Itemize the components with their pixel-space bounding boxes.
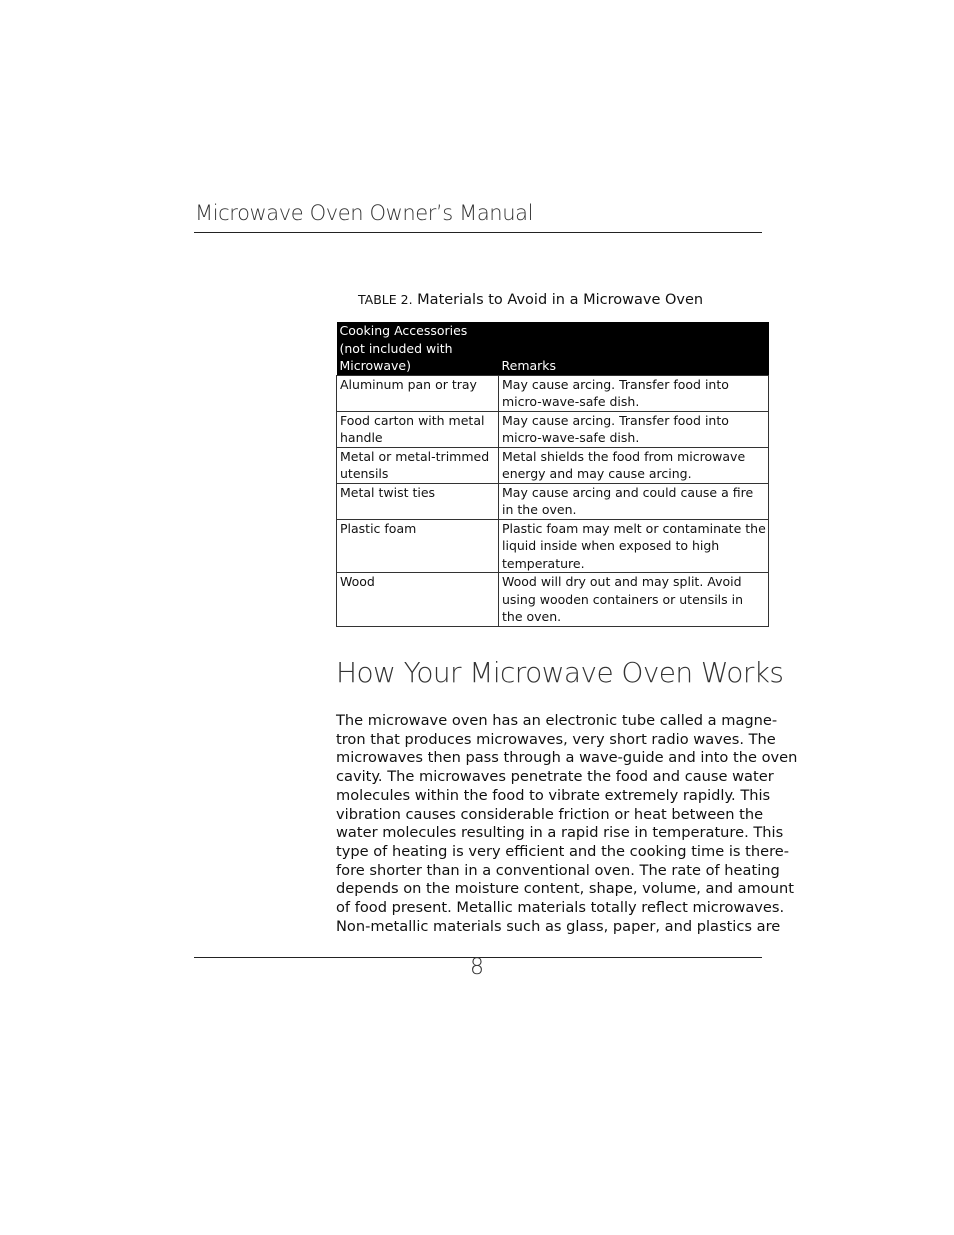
table-caption-title: Materials to Avoid in a Microwave Oven xyxy=(417,292,704,308)
table-row xyxy=(337,447,769,483)
header-cooking-accessories: Cooking Accessories (not included with Microwave) xyxy=(337,322,499,375)
materials-table xyxy=(336,322,769,627)
table-header-row xyxy=(337,322,769,375)
item-cell: Metal or metal-trimmed utensils xyxy=(337,447,499,483)
item-cell: Food carton with metal handle xyxy=(337,411,499,447)
remark-cell: Plastic foam may melt or contaminate the liquid inside when exposed to high temperature. xyxy=(499,519,769,573)
table-row xyxy=(337,573,769,627)
table-caption xyxy=(358,292,703,308)
body-line: tron that produces microwaves, very short radio waves. The xyxy=(336,730,776,748)
remark-cell: May cause arcing. Transfer food into micro-wave-safe dish. xyxy=(499,411,769,447)
manual-title: Microwave Oven Owner’s Manual xyxy=(195,201,534,225)
remark-cell: Metal shields the food from microwave energy and may cause arcing. xyxy=(499,447,769,483)
table-row xyxy=(337,519,769,573)
item-cell: Plastic foam xyxy=(337,519,499,573)
body-line: cavity. The microwaves penetrate the food and cause water xyxy=(336,768,774,786)
body-line: The microwave oven has an electronic tube called a magne- xyxy=(336,712,778,729)
table-row xyxy=(337,411,769,447)
item-cell: Wood xyxy=(337,573,499,627)
page-number: 8 xyxy=(470,955,484,980)
body-line: of food present. Metallic materials totally reflect microwaves. xyxy=(336,899,785,917)
item-cell: Aluminum pan or tray xyxy=(337,375,499,411)
remark-cell: May cause arcing. Transfer food into micro-wave-safe dish. xyxy=(499,375,769,411)
table-caption-tag: TABLE 2. xyxy=(358,292,413,307)
section-heading: How Your Microwave Oven Works xyxy=(336,656,784,689)
body-line: Non-metallic materials such as glass, paper, and plastics are xyxy=(336,917,781,935)
item-cell: Metal twist ties xyxy=(337,483,499,519)
body-line: water molecules resulting in a rapid rise in temperature. This xyxy=(336,824,784,842)
table-row xyxy=(337,483,769,519)
body-line: vibration causes considerable friction or heat between the xyxy=(336,805,764,823)
running-header xyxy=(194,200,762,233)
body-line: molecules within the food to vibrate extremely rapidly. This xyxy=(336,786,771,804)
section-body xyxy=(336,712,798,936)
header-remarks: Remarks xyxy=(499,322,769,375)
remark-cell: May cause arcing and could cause a fire in the oven. xyxy=(499,483,769,519)
body-line: fore shorter than in a conventional oven. The rate of heating xyxy=(336,861,780,879)
body-line: type of heating is very efficient and the cooking time is there- xyxy=(336,842,789,860)
body-line: microwaves then pass through a wave-guide and into the oven xyxy=(336,749,798,767)
table-row xyxy=(337,375,769,411)
body-line: depends on the moisture content, shape, volume, and amount xyxy=(336,880,794,898)
remark-cell: Wood will dry out and may split. Avoid using wooden containers or utensils in the oven. xyxy=(499,573,769,627)
